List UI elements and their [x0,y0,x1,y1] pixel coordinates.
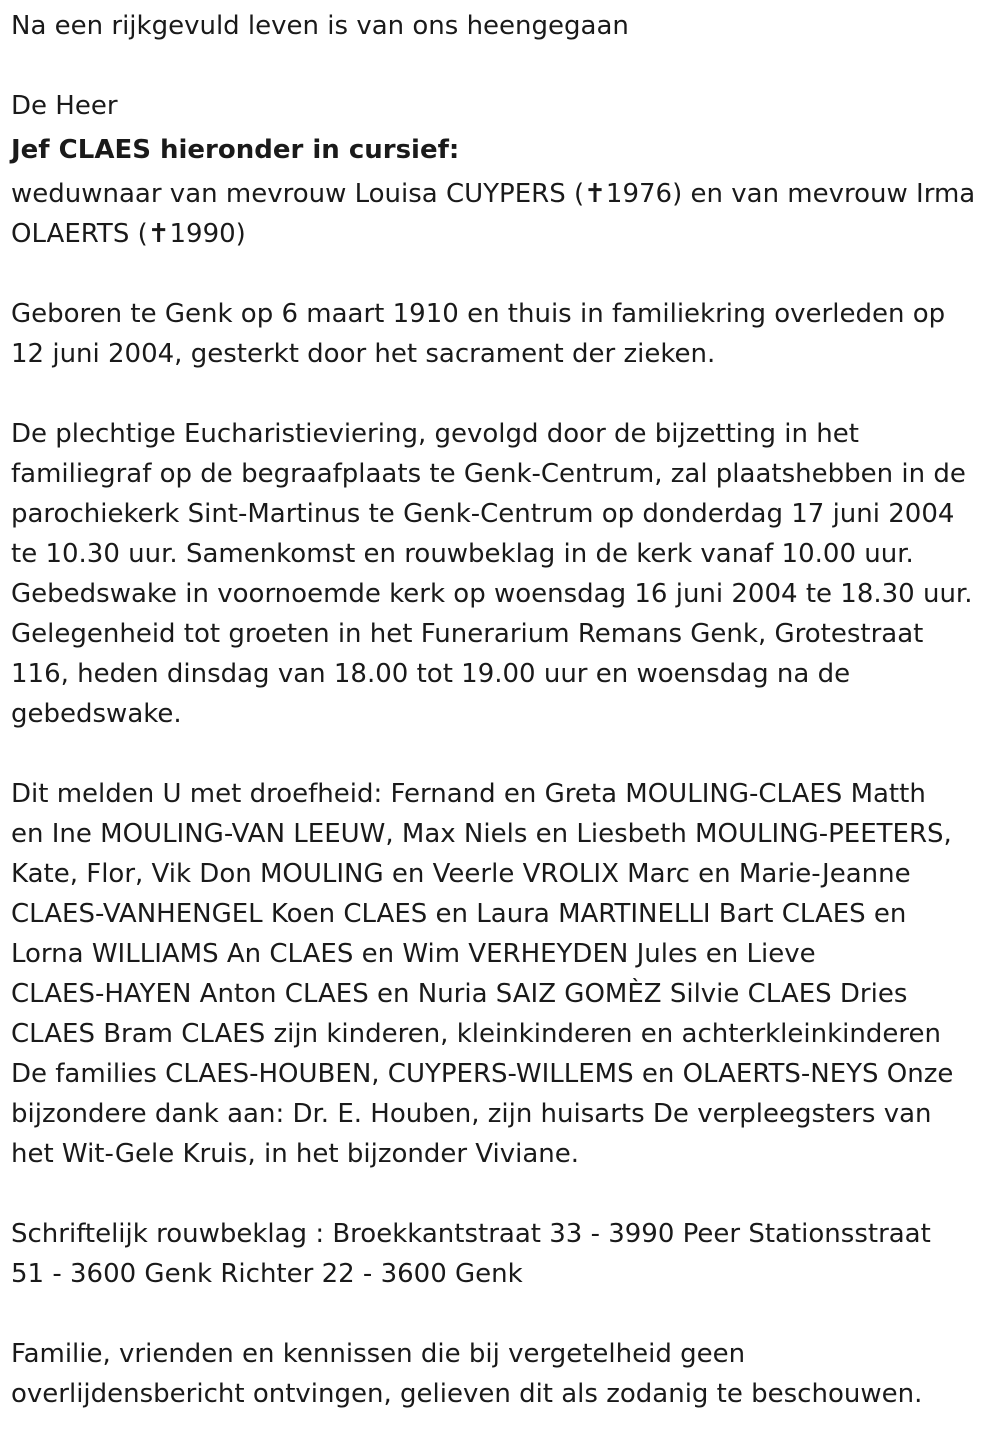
salutation: De Heer [11,91,118,121]
service-line: gebedswake. [11,699,182,729]
service-line: te 10.30 uur. Samenkomst en rouwbeklag in de kerk vanaf 10.00 uur. [11,539,914,569]
spacer [11,1174,993,1214]
family-line: het Wit-Gele Kruis, in het bijzonder Viviane. [11,1139,580,1169]
condolence-line: Schriftelijk rouwbeklag : Broekkantstraat 33 - 3990 Peer Stationsstraat [11,1219,931,1249]
birth-line-2: 12 juni 2004, gesterkt door het sacrament der zieken. [11,339,716,369]
service-line: Gelegenheid tot groeten in het Funerarium Remans Genk, Grotestraat [11,619,924,649]
death-notice [11,6,993,1414]
family-line: Kate, Flor, Vik Don MOULING en Veerle VROLIX Marc en Marie-Jeanne [11,859,911,889]
deceased-name: Jef CLAES hieronder in cursief: [11,135,460,165]
service-line: De plechtige Eucharistieviering, gevolgd door de bijzetting in het [11,419,859,449]
family-line: Lorna WILLIAMS An CLAES en Wim VERHEYDEN Jules en Lieve [11,939,816,969]
intro-text: Na een rijkgevuld leven is van ons heengegaan [11,11,629,41]
service-line: 116, heden dinsdag van 18.00 tot 19.00 uur en woensdag na de [11,659,851,689]
condolence-line: 51 - 3600 Genk Richter 22 - 3600 Genk [11,1259,523,1289]
spacer [11,254,993,294]
condolence-paragraph [11,1214,993,1294]
closing-line: Familie, vrienden en kennissen die bij vergetelheid geen [11,1339,746,1369]
spacer [11,1294,993,1334]
family-line: bijzondere dank aan: Dr. E. Houben, zijn huisarts De verpleegsters van [11,1099,932,1129]
service-paragraph [11,414,993,734]
service-line: Gebedswake in voornoemde kerk op woensdag 16 juni 2004 te 18.30 uur. [11,579,973,609]
spouse-line-2: OLAERTS (✝1990) [11,219,246,249]
spouse-line-1: weduwnaar van mevrouw Louisa CUYPERS (✝1976) en van mevrouw Irma [11,179,976,209]
family-line: De families CLAES-HOUBEN, CUYPERS-WILLEMS en OLAERTS-NEYS Onze [11,1059,954,1089]
family-line: en Ine MOULING-VAN LEEUW, Max Niels en Liesbeth MOULING-PEETERS, [11,819,952,849]
spacer [11,46,993,86]
family-line: CLAES-HAYEN Anton CLAES en Nuria SAIZ GOMÈZ Silvie CLAES Dries [11,979,908,1009]
spacer [11,734,993,774]
service-line: parochiekerk Sint-Martinus te Genk-Centrum op donderdag 17 juni 2004 [11,499,955,529]
service-line: familiegraf op de begraafplaats te Genk-Centrum, zal plaatshebben in de [11,459,966,489]
family-line: CLAES Bram CLAES zijn kinderen, kleinkinderen en achterkleinkinderen [11,1019,941,1049]
closing-line: overlijdensbericht ontvingen, gelieven dit als zodanig te beschouwen. [11,1379,923,1409]
birth-line-1: Geboren te Genk op 6 maart 1910 en thuis in familiekring overleden op [11,299,946,329]
family-line: Dit melden U met droefheid: Fernand en Greta MOULING-CLAES Matth [11,779,926,809]
family-line: CLAES-VANHENGEL Koen CLAES en Laura MARTINELLI Bart CLAES en [11,899,907,929]
spacer [11,374,993,414]
closing-paragraph [11,1334,993,1414]
family-paragraph [11,774,993,1174]
